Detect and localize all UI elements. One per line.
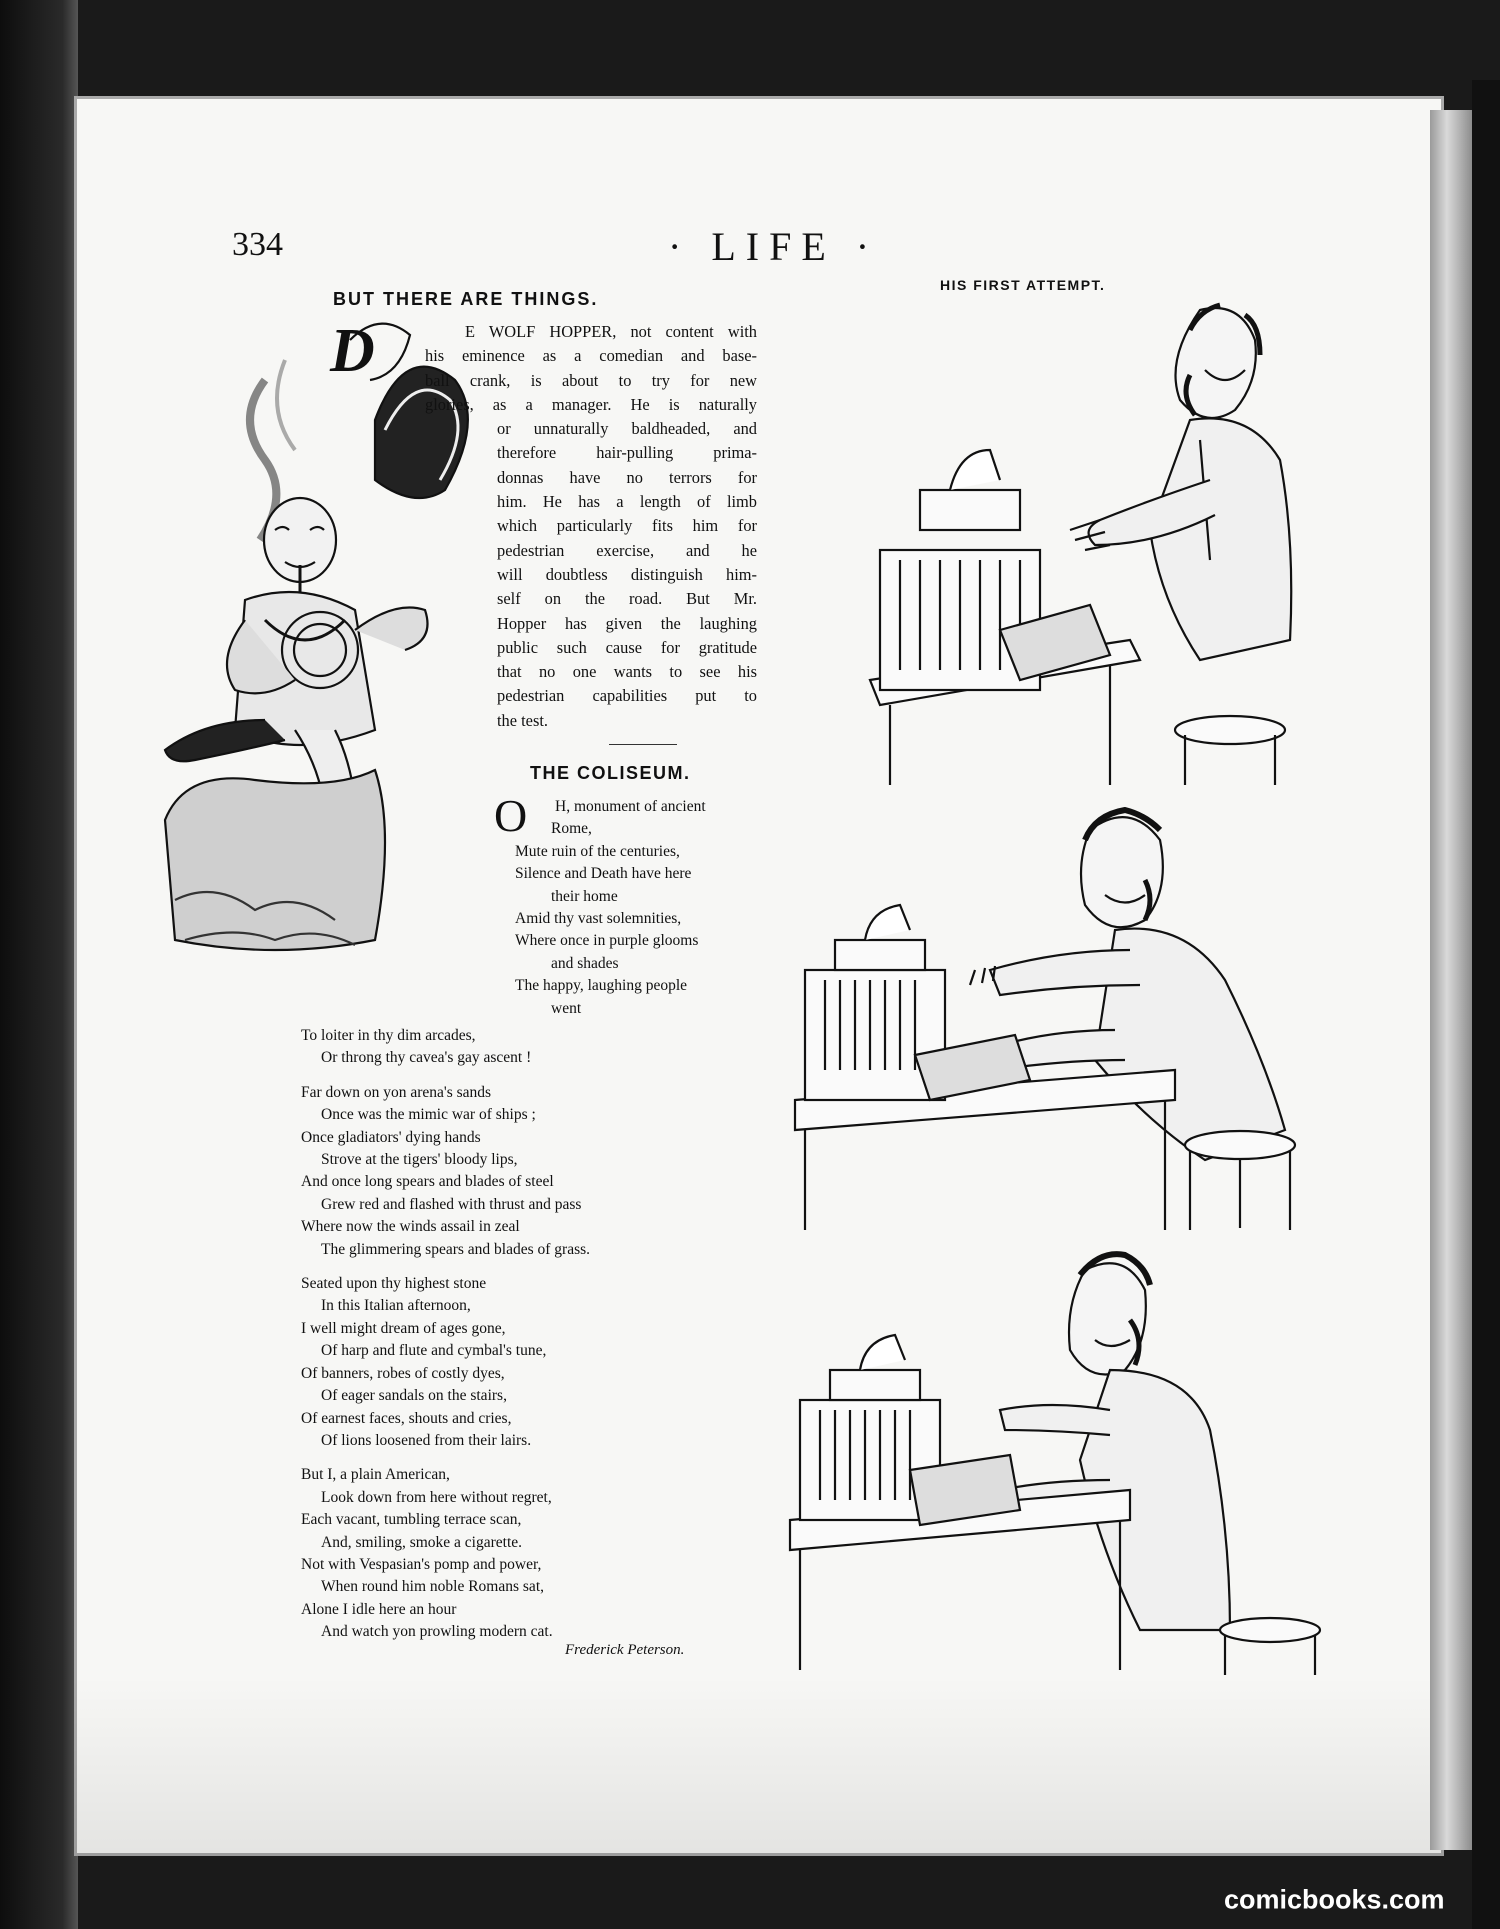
poem-line: Of earnest faces, shouts and cries, (301, 1409, 512, 1427)
poem-line: Amid thy vast solemnities, (515, 910, 682, 928)
poem-line: Of harp and flute and cymbal's tune, (321, 1342, 547, 1360)
poem-line: Of lions loosened from their lairs. (321, 1431, 532, 1449)
poem-line: Where once in purple glooms (515, 932, 699, 950)
article-line: self on the road. But Mr. (497, 589, 757, 609)
poem-line: To loiter in thy dim arcades, (301, 1027, 476, 1044)
article-title-hopper: BUT THERE ARE THINGS. (333, 289, 599, 309)
poem-stanza-3 (301, 1273, 590, 1452)
poem-line: When round him noble Romans sat, (321, 1578, 544, 1596)
poem-line: Once was the mimic war of ships ; (321, 1106, 536, 1124)
article-line: E WOLF HOPPER, not content with (465, 322, 757, 341)
poem-line: Grew red and flashed with thrust and pass (321, 1195, 582, 1213)
poem-stanza-2 (301, 1082, 590, 1261)
hopper-article-body (425, 320, 757, 733)
masthead-life: · LIFE · (668, 224, 880, 269)
poem-stanza-4 (301, 1464, 590, 1643)
poem-body (301, 1025, 590, 1656)
typewriter-cartoon-panel-3 (780, 1250, 1340, 1680)
poem-opening-stanza (515, 796, 760, 1020)
poem-initial-letter: O (494, 790, 528, 841)
poem-line: Of banners, robes of costly dyes, (301, 1364, 505, 1382)
poem-line: Or throng thy cavea's gay ascent ! (321, 1049, 532, 1067)
poem-line: And, smiling, smoke a cigarette. (321, 1533, 523, 1551)
poem-line: and shades (551, 954, 619, 972)
section-divider (609, 744, 677, 745)
poem-line: Strove at the tigers' bloody lips, (321, 1151, 518, 1169)
scan-dark-strip (1472, 80, 1500, 1929)
poem-line: In this Italian afternoon, (321, 1297, 471, 1315)
poem-line: Mute ruin of the centuries, (515, 842, 680, 860)
article-line: ball crank, is about to try for new (425, 370, 757, 390)
poem-line: Where now the winds assail in zeal (301, 1218, 520, 1236)
poem-line: The happy, laughing people (515, 977, 688, 995)
poem-line: Each vacant, tumbling terrace scan, (301, 1511, 522, 1529)
article-line: public such cause for gratitude (497, 637, 757, 657)
poem-line: The glimmering spears and blades of grass. (321, 1240, 591, 1258)
poem-line: went (551, 999, 582, 1017)
article-line: therefore hair-pulling prima- (497, 443, 757, 463)
cartoon-title: HIS FIRST ATTEMPT. (940, 277, 1106, 293)
poem-line: Seated upon thy highest stone (301, 1275, 487, 1293)
article-line: will doubtless distinguish him- (497, 564, 757, 584)
article-line: which particularly fits him for (497, 516, 757, 536)
poem-line: Far down on yon arena's sands (301, 1083, 492, 1101)
typewriter-cartoon-panel-2 (785, 800, 1345, 1240)
scan-dark-margin (0, 0, 78, 1929)
article-line: glories, as a manager. He is naturally (425, 394, 757, 414)
poem-line: H, monument of ancient (555, 798, 706, 815)
article-line: or unnaturally baldheaded, and (497, 419, 757, 439)
poem-author: Frederick Peterson. (565, 1642, 685, 1658)
poem-line: Alone I idle here an hour (301, 1600, 457, 1618)
poem-line: And once long spears and blades of steel (301, 1173, 554, 1191)
poem-line: But I, a plain American, (301, 1466, 450, 1484)
poem-line: I well might dream of ages gone, (301, 1319, 506, 1337)
source-watermark: comicbooks.com (1224, 1884, 1445, 1915)
poem-line: Once gladiators' dying hands (301, 1128, 481, 1146)
poem-line: Rome, (551, 820, 592, 838)
article-line: donnas have no terrors for (497, 467, 757, 487)
poem-line: Of eager sandals on the stairs, (321, 1387, 507, 1405)
article-line: his eminence as a comedian and base- (425, 346, 757, 366)
article-dropcap: D (330, 317, 375, 385)
article-line: him. He has a length of limb (497, 492, 757, 512)
page-stack-edge (1430, 110, 1472, 1850)
poem-line: Not with Vespasian's pomp and power, (301, 1555, 542, 1573)
typewriter-cartoon-panel-1 (860, 300, 1310, 790)
poem-line: And watch yon prowling modern cat. (321, 1623, 553, 1641)
article-line: Hopper has given the laughing (497, 613, 757, 633)
page-number: 334 (232, 226, 283, 263)
poem-title: THE COLISEUM. (530, 763, 691, 783)
article-line: the test. (497, 710, 548, 730)
poem-line: Silence and Death have here (515, 865, 692, 883)
poem-stanza-1 (301, 1025, 590, 1070)
article-line: pedestrian capabilities put to (497, 686, 757, 706)
article-line: that no one wants to see his (497, 662, 757, 682)
poem-line: Look down from here without regret, (321, 1488, 552, 1506)
poem-line: their home (551, 887, 618, 905)
article-line: pedestrian exercise, and he (497, 540, 757, 560)
